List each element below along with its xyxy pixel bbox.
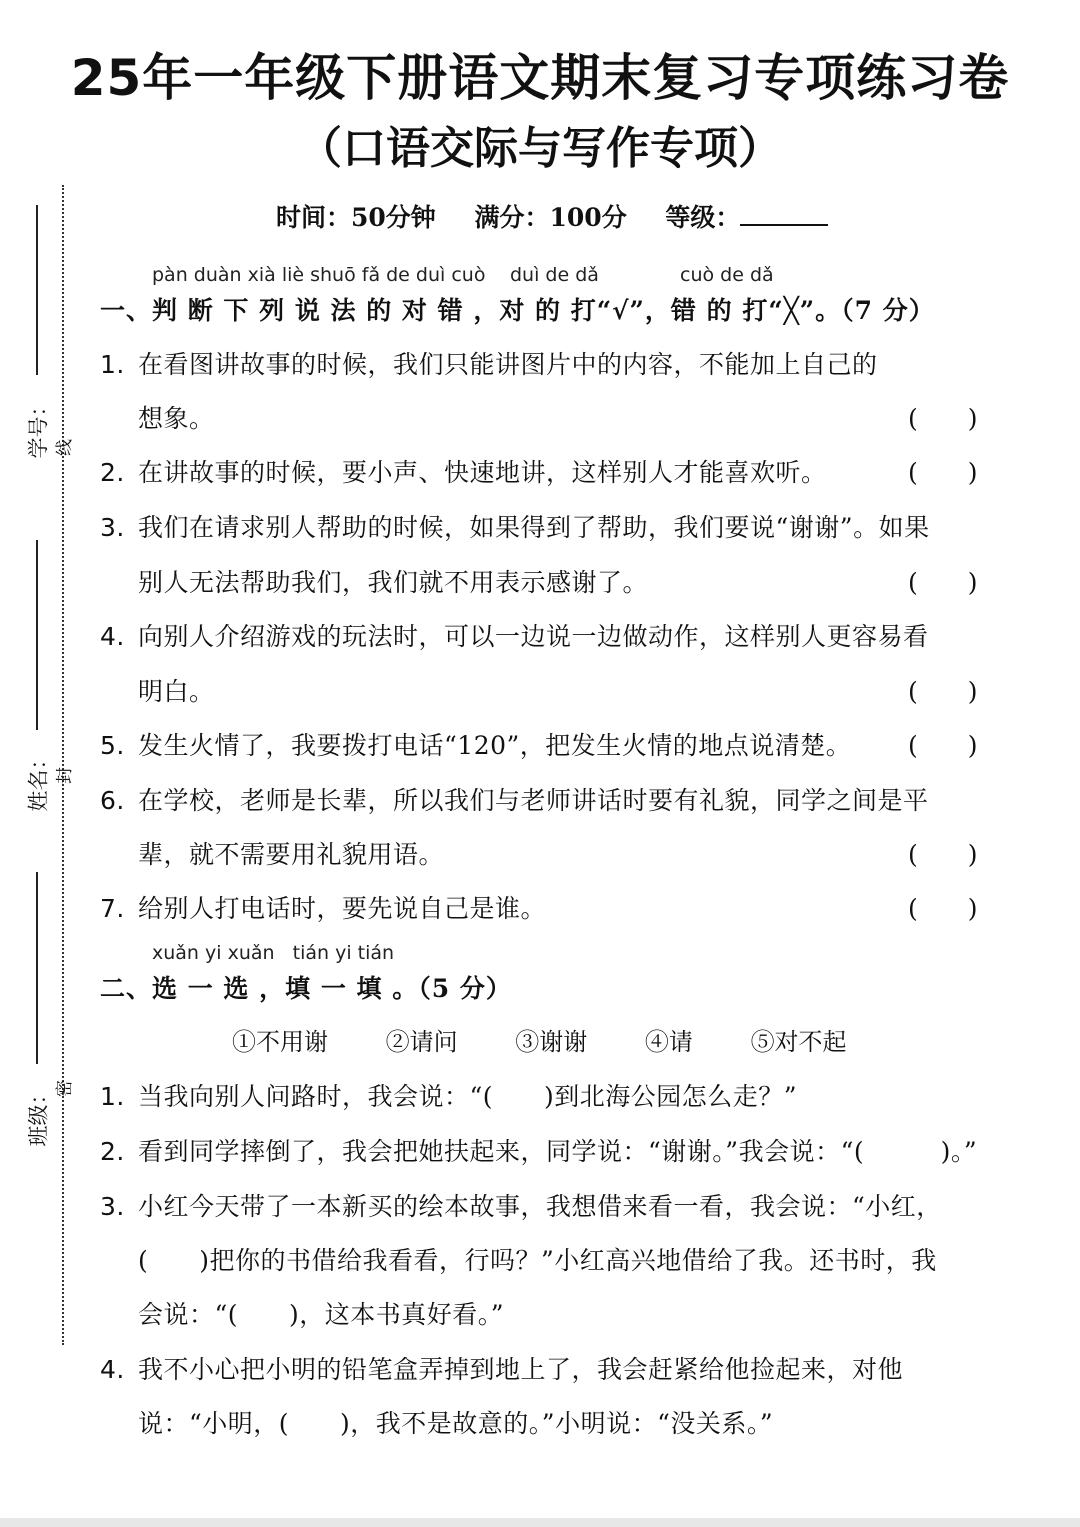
judge-item-5: 5. 发生火情了，我要拨打电话“120”，把发生火情的地点说清楚。	[100, 731, 852, 760]
option-4: ④请	[644, 1028, 693, 1056]
judge-item-2: 2. 在讲故事的时候，要小声、快速地讲，这样别人才能喜欢听。	[100, 458, 827, 487]
section2-pinyin: xuǎn yi xuǎn tián yi tián	[152, 942, 395, 964]
judge-item-3: 3. 我们在请求别人帮助的时候，如果得到了帮助，我们要说“谢谢”。如果	[100, 513, 930, 542]
exam-info	[276, 198, 828, 234]
option-list	[232, 1022, 897, 1057]
side-line-name	[36, 540, 38, 730]
judge-item-4: 4. 向别人介绍游戏的玩法时，可以一边说一边做动作，这样别人更容易看	[100, 622, 929, 651]
side-line-student-id	[36, 205, 38, 375]
fill-item-4[interactable]: 4. 我不小心把小明的铅笔盒弄掉到地上了，我会赶紧给他捡起来，对他	[100, 1355, 904, 1384]
section1-pinyin-a: pàn duàn xià liè shuō fǎ de duì cuò	[152, 264, 486, 286]
page-bottom-edge	[0, 1518, 1080, 1527]
class-label: 班级：	[26, 1083, 51, 1147]
judge-item-6-cont: 辈，就不需要用礼貌用语。	[138, 840, 445, 869]
answer-paren-3[interactable]: ( )	[908, 568, 978, 597]
judge-item-4-cont: 明白。	[138, 677, 215, 706]
grade-label: 等级：	[665, 203, 741, 232]
binding-mark-seal: 封	[55, 767, 75, 784]
side-line-class	[36, 872, 38, 1064]
full-score: 满分：100分	[474, 203, 627, 232]
fill-item-3-cont-b[interactable]: 会说：“( )，这本书真好看。”	[138, 1300, 505, 1329]
option-1: ①不用谢	[232, 1028, 328, 1056]
answer-paren-7[interactable]: ( )	[908, 894, 978, 923]
answer-paren-1[interactable]: ( )	[908, 404, 978, 433]
answer-paren-2[interactable]: ( )	[908, 458, 978, 487]
fill-item-3[interactable]: 3. 小红今天带了一本新买的绘本故事，我想借来看一看，我会说：“小红，	[100, 1192, 942, 1221]
student-id-label: 学号：	[26, 395, 51, 459]
answer-paren-6[interactable]: ( )	[908, 840, 978, 869]
option-5: ⑤对不起	[750, 1028, 847, 1056]
page-subtitle: （口语交际与写作专项）	[298, 123, 782, 174]
binding-dotted-line	[62, 185, 64, 1345]
page-title: 25年一年级下册语文期末复习专项练习卷	[70, 49, 1010, 107]
option-3: ③谢谢	[515, 1028, 588, 1056]
judge-item-1: 1. 在看图讲故事的时候，我们只能讲图片中的内容，不能加上自己的	[100, 350, 878, 379]
section1-pinyin-c: cuò de dǎ	[680, 264, 774, 286]
section1-heading: 一、判 断 下 列 说 法 的 对 错 ，对 的 打“√”，错 的 打“╳”。（7 分）	[100, 296, 935, 325]
fill-item-4-cont[interactable]: 说：“小明，( )，我不是故意的。”小明说：“没关系。”	[138, 1409, 774, 1438]
answer-paren-5[interactable]: ( )	[908, 731, 978, 760]
fill-item-2[interactable]: 2. 看到同学摔倒了，我会把她扶起来，同学说：“谢谢。”我会说：“( )。”	[100, 1137, 978, 1166]
binding-mark-secret: 密	[55, 1080, 75, 1097]
judge-item-1-cont: 想象。	[138, 404, 215, 433]
name-label: 姓名：	[26, 748, 51, 812]
fill-item-3-cont-a[interactable]: ( )把你的书借给我看看，行吗？”小红高兴地借给了我。还书时，我	[138, 1246, 937, 1275]
option-2: ②请问	[385, 1028, 458, 1056]
time-limit: 时间：50分钟	[276, 203, 436, 232]
judge-item-3-cont: 别人无法帮助我们，我们就不用表示感谢了。	[138, 568, 649, 597]
answer-paren-4[interactable]: ( )	[908, 677, 978, 706]
binding-mark-line: 线	[55, 439, 75, 456]
section1-pinyin-b: duì de dǎ	[510, 264, 599, 286]
grade-blank[interactable]	[740, 202, 828, 226]
fill-item-1[interactable]: 1. 当我向别人问路时，我会说：“( )到北海公园怎么走？”	[100, 1082, 798, 1111]
judge-item-6: 6. 在学校，老师是长辈，所以我们与老师讲话时要有礼貌，同学之间是平	[100, 786, 929, 815]
section2-heading: 二、选 一 选 ，填 一 填 。（5 分）	[100, 974, 512, 1003]
judge-item-7: 7. 给别人打电话时，要先说自己是谁。	[100, 894, 547, 923]
